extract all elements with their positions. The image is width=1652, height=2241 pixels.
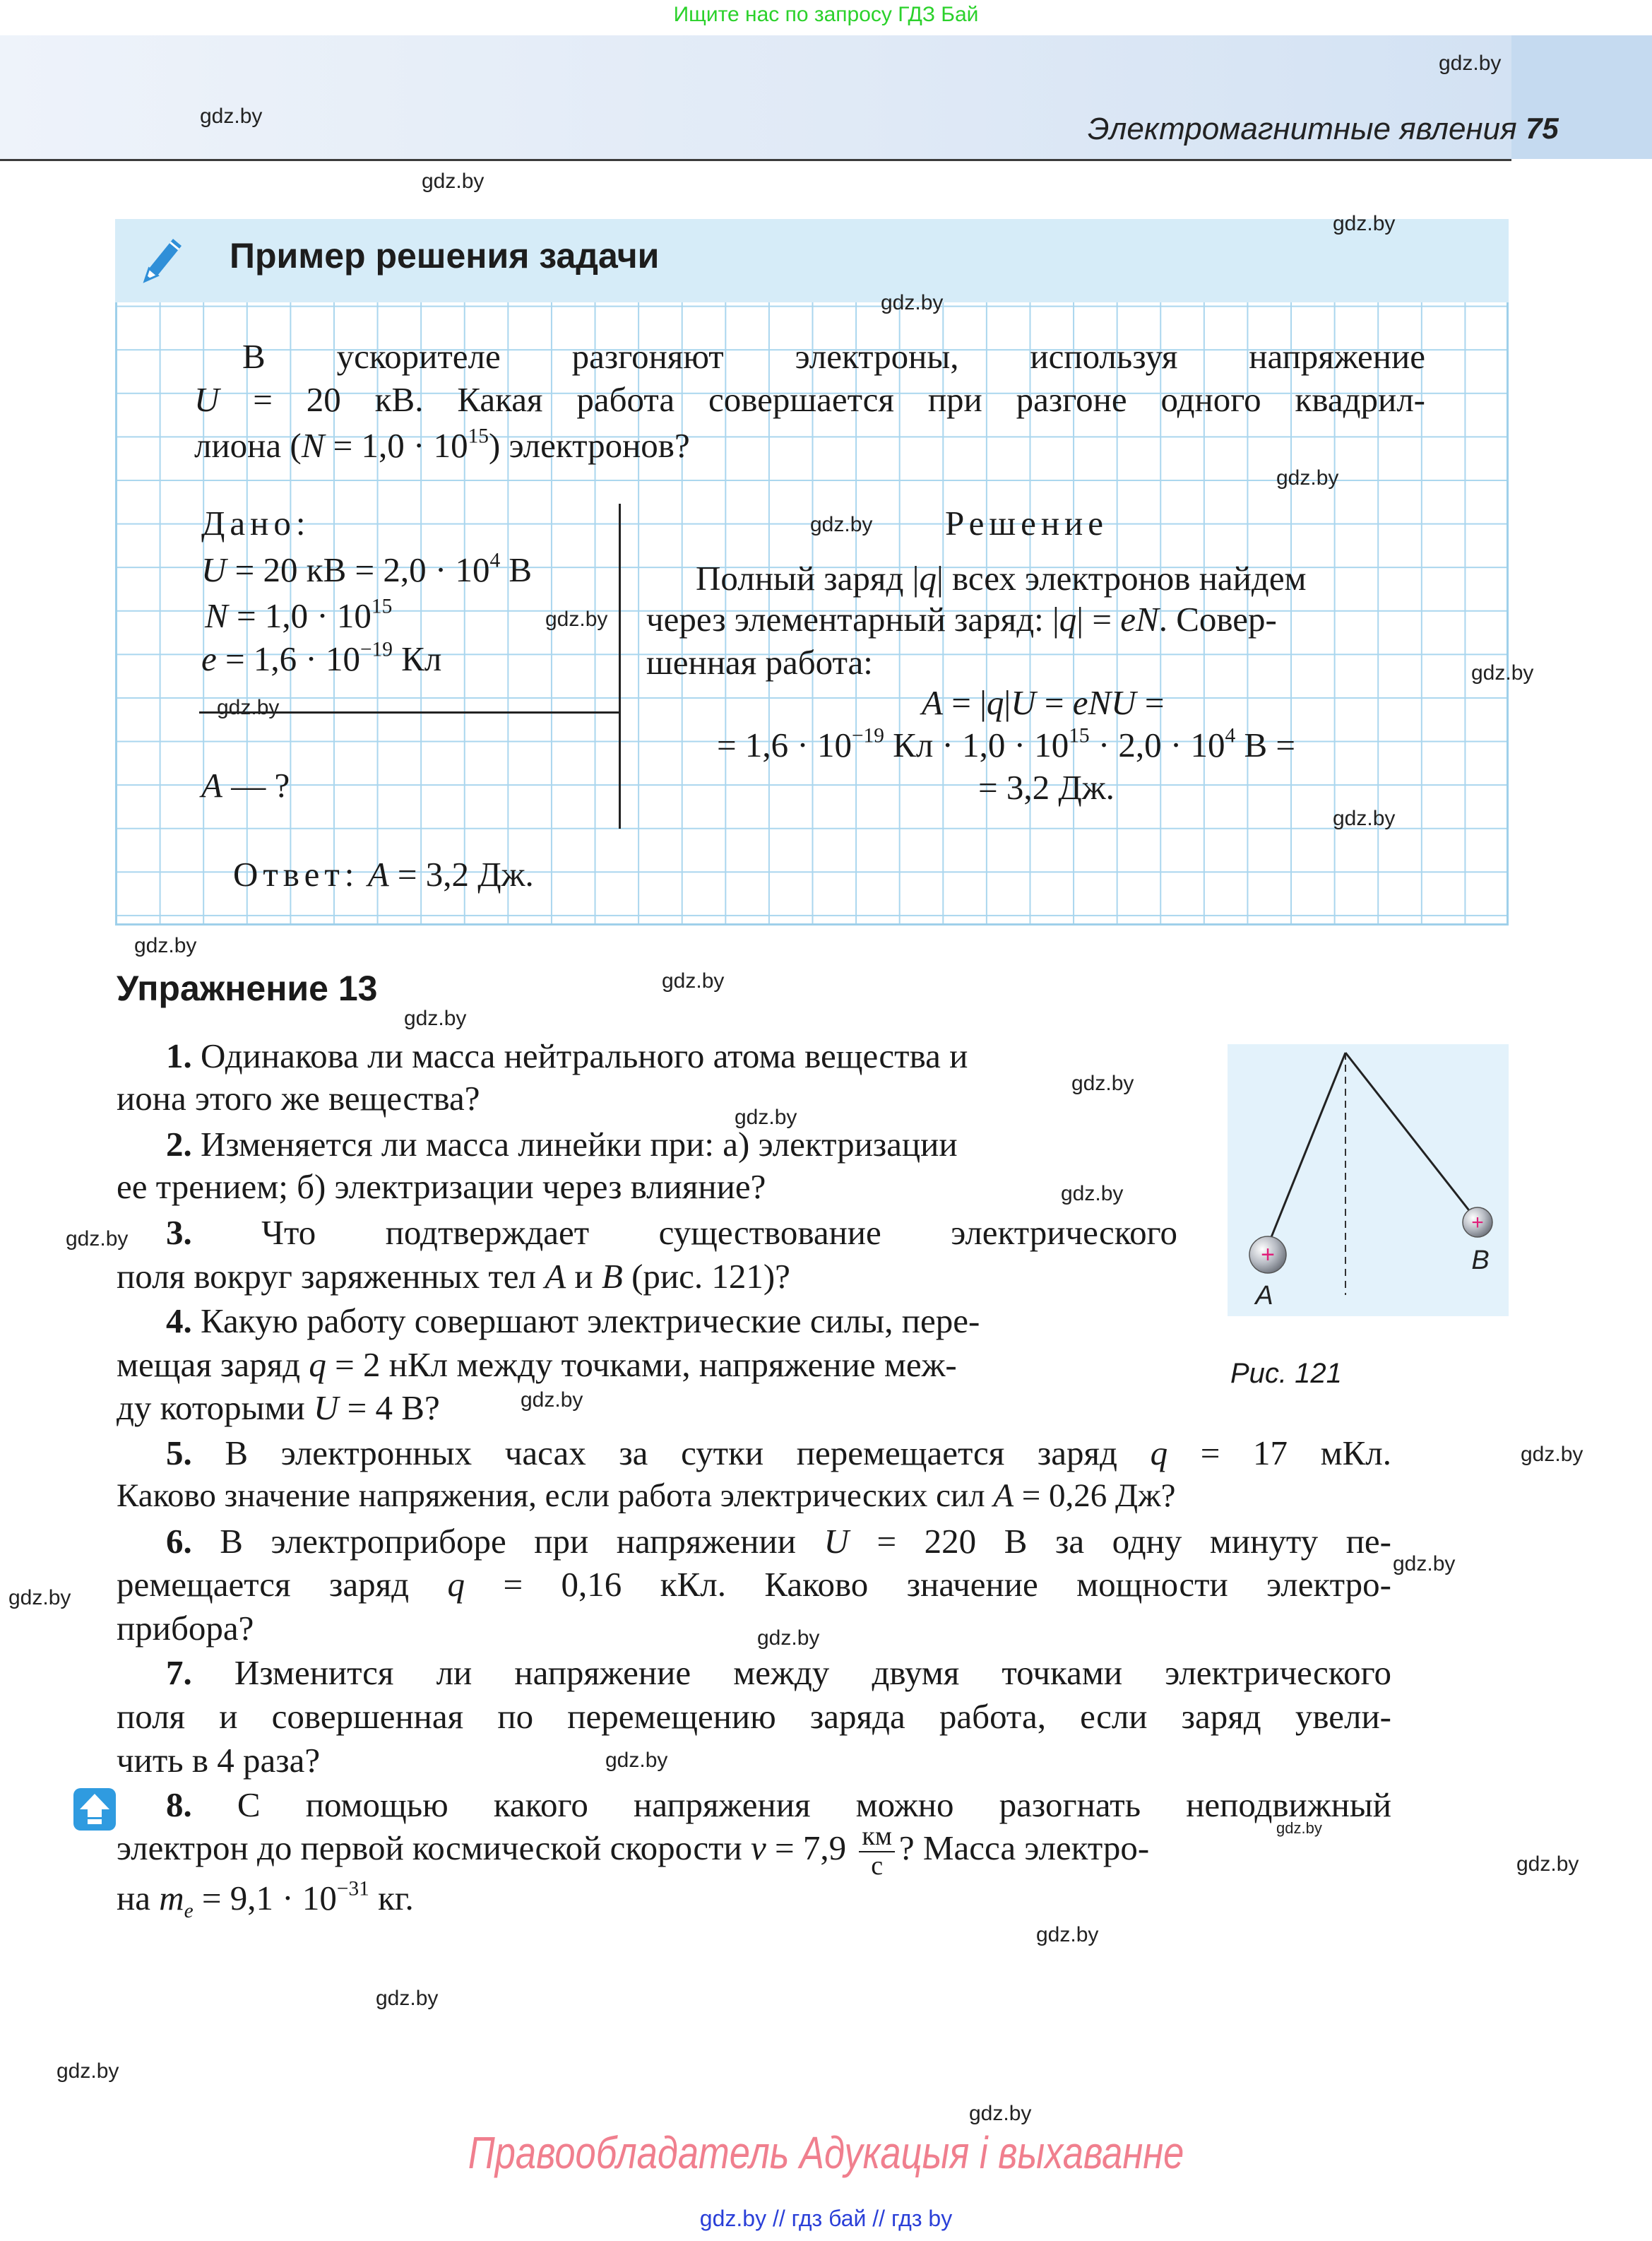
solution-line-5: = $1,6 \cdot 10^{-19}$ Кл · $1,0 \cdot 10^{15} \cdot 2,0 \cdot 10^4$ В = <box>717 724 1296 764</box>
charge-sign-a: + <box>1261 1241 1275 1268</box>
watermark: gdz.by <box>1333 212 1396 235</box>
watermark: gdz.by <box>1521 1443 1583 1466</box>
given-find: A — ? <box>201 766 290 805</box>
example-title: Пример решения задачи <box>230 236 660 276</box>
given-u: U = 20 кВ = $2,0 \cdot 10^4$ В <box>201 549 533 589</box>
watermark: gdz.by <box>217 696 280 719</box>
given-label: Дано: <box>201 504 311 543</box>
solution-line-3: шенная работа: <box>646 643 873 682</box>
watermark: gdz.by <box>810 513 873 536</box>
watermark: gdz.by <box>1061 1182 1124 1205</box>
watermark: gdz.by <box>200 105 263 128</box>
thread-a <box>1270 1053 1345 1241</box>
question-6: 6. В электроприборе при напряжении U = 220 В за одну минуту пе- <box>166 1522 1391 1561</box>
watermark: gdz.by <box>376 1987 439 2010</box>
watermark: gdz.by <box>1036 1923 1099 1946</box>
solution-divider <box>619 504 621 829</box>
upgrade-arrow-icon <box>73 1787 117 1831</box>
watermark: gdz.by <box>757 1626 820 1650</box>
solution-line-1: Полный заряд |q| всех электронов найдем <box>696 559 1307 598</box>
solution-line-6: = 3,2 Дж. <box>978 768 1115 807</box>
question-2: 2. Изменяется ли масса линейки при: а) электризации <box>166 1125 958 1164</box>
question-7-cont: поля и совершенная по перемещению заряда работа, если заряд увели- <box>117 1697 1391 1736</box>
charge-sign-b: + <box>1471 1211 1484 1234</box>
given-n: $N = 1,0 \cdot 10^{15}$ <box>205 595 393 635</box>
watermark: gdz.by <box>605 1749 668 1772</box>
fraction-km-per-s: $\frac{км}{с}$ <box>859 1823 895 1881</box>
watermark: gdz.by <box>662 969 725 993</box>
top-banner-text: Ищите нас по запросу ГДЗ Бай <box>673 3 979 26</box>
question-8: 8. С помощью какого напряжения можно разогнать неподвижный <box>166 1785 1391 1824</box>
question-8-cont-2: на $m_e = 9,1 \cdot 10^{-31}$ кг. <box>117 1877 414 1922</box>
label-a: A <box>1255 1281 1273 1311</box>
watermark: gdz.by <box>1276 1819 1322 1837</box>
question-3: 3. Что подтверждает существование электрического <box>166 1213 1177 1252</box>
question-6-cont: ремещается заряд q = 0,16 кКл. Каково значение мощности электро- <box>117 1565 1391 1604</box>
question-4-cont: мещая заряд q = 2 нКл между точками, напряжение меж- <box>117 1345 957 1384</box>
watermark: gdz.by <box>1516 1852 1579 1876</box>
solution-line-4: A = |q|U = eNU = <box>922 683 1165 722</box>
given-e: $e = 1,6 \cdot 10^{-19}$ Кл <box>201 638 442 678</box>
problem-line-2: U = 20 кВ. Какая работа совершается при разгоне одного квадрил- <box>194 380 1425 419</box>
pencil-icon <box>136 233 186 290</box>
label-b: B <box>1471 1246 1490 1275</box>
question-2-cont: ее трением; б) электризации через влияние? <box>117 1167 766 1206</box>
section-title: Электромагнитные явления <box>1088 112 1517 146</box>
question-5: 5. В электронных часах за сутки перемещается заряд q = 17 мКл. <box>166 1433 1391 1472</box>
watermark: gdz.by <box>134 934 197 957</box>
figure-caption: Рис. 121 <box>1230 1358 1342 1389</box>
watermark: gdz.by <box>1471 661 1534 685</box>
watermark: gdz.by <box>66 1227 129 1250</box>
question-6-cont-2: прибора? <box>117 1609 254 1648</box>
question-4-cont-2: ду которыми U = 4 В? <box>117 1388 440 1427</box>
question-7: 7. Изменится ли напряжение между двумя точками электрического <box>166 1653 1391 1692</box>
question-4: 4. Какую работу совершают электрические силы, пере- <box>166 1301 980 1340</box>
watermark: gdz.by <box>1393 1552 1456 1575</box>
watermark: gdz.by <box>735 1106 797 1129</box>
watermark: gdz.by <box>1071 1072 1134 1095</box>
solution-label: Решение <box>945 504 1109 543</box>
problem-line-1: В ускорителе разгоняют электроны, используя напряжение <box>242 337 1425 376</box>
watermark: gdz.by <box>8 1586 71 1609</box>
watermark: gdz.by <box>521 1388 583 1412</box>
question-3-cont: поля вокруг заряженных тел A и B (рис. 121)? <box>117 1257 790 1296</box>
question-5-cont: Каково значение напряжения, если работа электрических сил A = 0,26 Дж? <box>117 1477 1176 1514</box>
copyright-notice: Правообладатель Адукацыя і выхаванне <box>468 2127 1184 2178</box>
solution-line-2: через элементарный заряд: |q| = eN. Совер- <box>646 600 1277 639</box>
watermark: gdz.by <box>1276 466 1339 490</box>
figure-121-drawing <box>1228 1044 1509 1316</box>
watermark: gdz.by <box>881 291 944 314</box>
page-number: 75 <box>1526 112 1559 145</box>
watermark: gdz.by <box>545 608 608 631</box>
problem-line-3: лиона $(N = 1,0 \cdot 10^{15})$ электронов? <box>194 425 690 465</box>
question-7-cont-2: чить в 4 раза? <box>117 1741 321 1780</box>
watermark: gdz.by <box>969 2102 1032 2125</box>
watermark: gdz.by <box>57 2059 119 2083</box>
top-banner <box>0 0 1652 35</box>
answer: Ответ: A = 3,2 Дж. <box>233 855 534 894</box>
watermark: gdz.by <box>1333 807 1396 830</box>
question-1-cont: иона этого же вещества? <box>117 1079 480 1118</box>
exercise-title: Упражнение 13 <box>117 969 378 1008</box>
watermark: gdz.by <box>422 170 485 193</box>
figure-121 <box>1228 1044 1509 1316</box>
thread-b <box>1345 1053 1476 1219</box>
question-8-cont: электрон до первой космической скорости v = 7,9 $\frac{км}{с}$ ? Масса электро- <box>117 1821 1150 1881</box>
watermark: gdz.by <box>404 1007 467 1030</box>
footer-links[interactable]: gdz.by // гдз бай // гдз by <box>699 2206 953 2231</box>
question-1: 1. Одинакова ли масса нейтрального атома вещества и <box>166 1036 968 1075</box>
watermark: gdz.by <box>1439 52 1502 75</box>
header-rule <box>0 159 1511 161</box>
